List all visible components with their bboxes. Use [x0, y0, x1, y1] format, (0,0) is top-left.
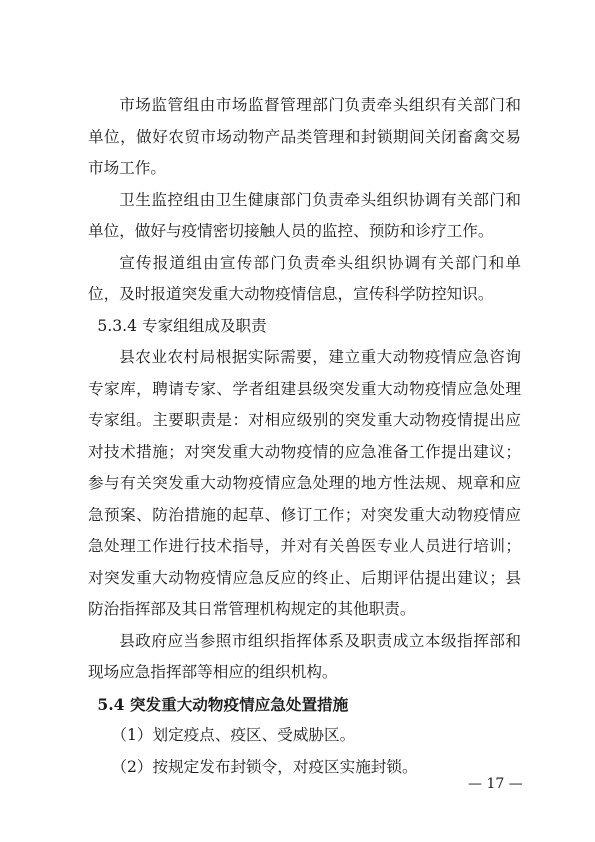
paragraph-county-government: 县政府应当参照市组织指挥体系及职责成立本级指挥部和现场应急指挥部等相应的组织机构。 [88, 631, 521, 681]
list-item-2: （2）按规定发布封锁令，对疫区实施封锁。 [111, 757, 418, 776]
paragraph-publicity: 宣传报道组由宣传部门负责牵头组织协调有关部门和单位，及时报道突发重大动物疫情信息，宣传科学防控知识。 [88, 253, 521, 303]
heading-5-3-4: 5.3.4 专家组组成及职责 [97, 316, 267, 335]
heading-5-4: 5.4 突发重大动物疫情应急处置措施 [97, 694, 349, 714]
paragraph-health-monitoring: 卫生监控组由卫生健康部门负责牵头组织协调有关部门和单位，做好与疫情密切接触人员的监控、预防和诊疗工作。 [88, 190, 521, 240]
list-item-1: （1）划定疫点、疫区、受威胁区。 [111, 726, 356, 744]
document-body [88, 90, 521, 783]
page-number: — 17 — [468, 776, 523, 792]
paragraph-expert-group: 县农业农村局根据实际需要，建立重大动物疫情应急咨询专家库，聘请专家、学者组建县级突发重大动物疫情应急处理专家组。主要职责是：对相应级别的突发重大动物疫情提出应对技术措施；对突发重大动物疫情的应急准备工作提出建议；参与有关突发重大动物疫情应急处理的地方性法规、规章和应急预案、防治措施的起草、修订工作；对突发重大动物疫情应急处理工作进行技术指导，并对有关兽医专业人员进行培训；对突发重大动物疫情应急反应的终止、后期评估提出建议；县防治指挥部及其日常管理机构规定的其他职责。 [88, 348, 521, 618]
paragraph-market-supervision: 市场监管组由市场监督管理部门负责牵头组织有关部门和单位，做好农贸市场动物产品类管理和封锁期间关闭畜禽交易市场工作。 [88, 96, 521, 177]
